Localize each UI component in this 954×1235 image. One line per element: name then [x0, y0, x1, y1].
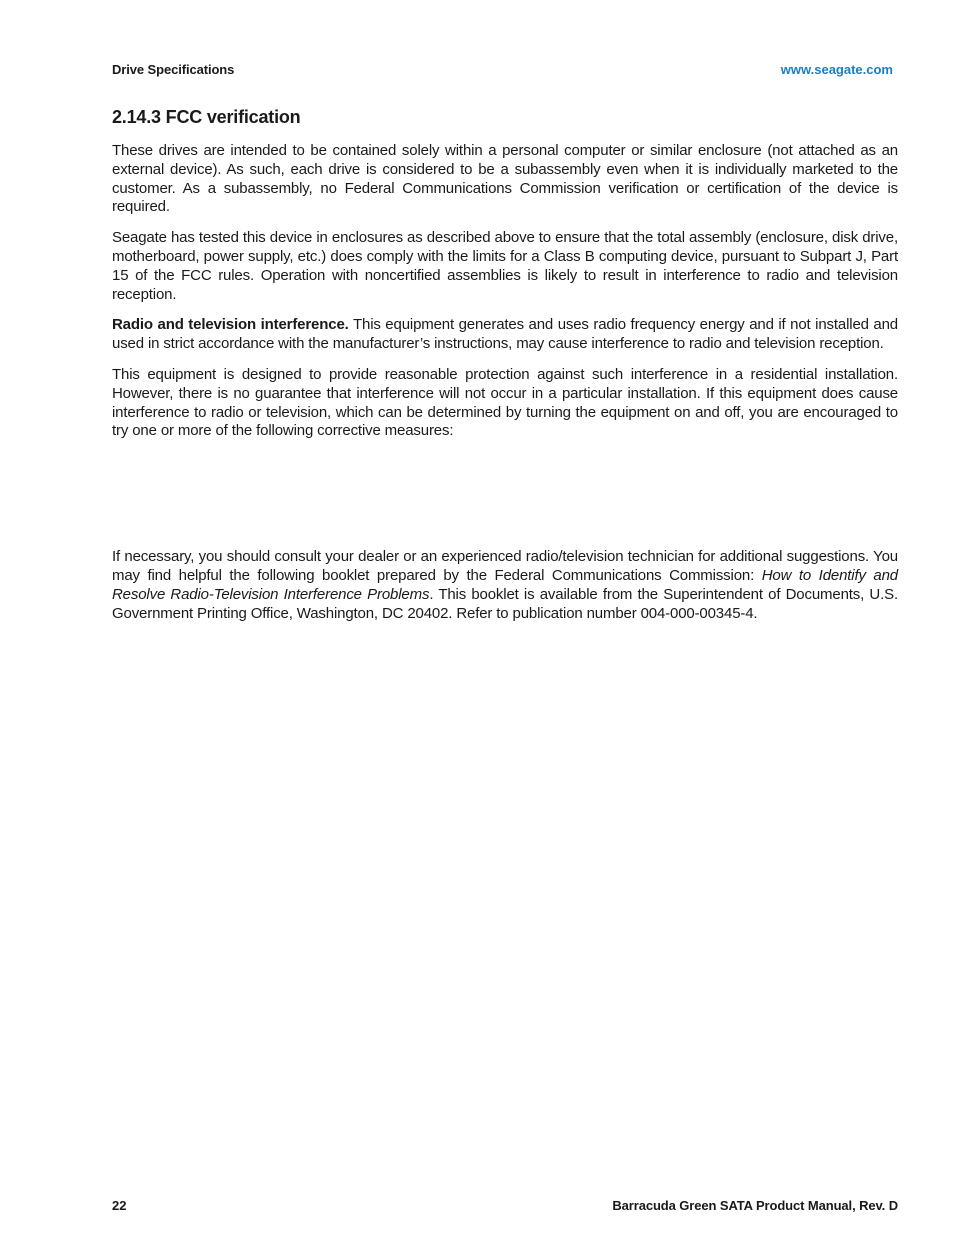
manual-title: Barracuda Green SATA Product Manual, Rev. D [612, 1198, 898, 1213]
booklet-intro: If necessary, you should consult your dealer or an experienced radio/television technician for additional suggestions. You may find helpful the following booklet prepared by the Federal Communications Commission: [112, 548, 898, 584]
booklet-title: How to Identify and Resolve Radio-Television Interference Problems [112, 566, 899, 603]
page-number: 22 [112, 1198, 127, 1213]
interference-lead: Radio and television interference. [112, 316, 349, 334]
paragraph-testing: Seagate has tested this device in enclosures as described above to ensure that the total assembly (enclosure, disk drive, motherboard, power supply, etc.) does comply with the limits for a Class B computing device, pursuant to Subpart J, Part 15 of the FCC rules. Operation with noncertified assemblies is likely to result in interference to radio and television reception. [112, 229, 898, 303]
header-section-label: Drive Specifications [112, 62, 235, 77]
paragraph-booklet [112, 548, 898, 623]
paragraph-interference [112, 316, 898, 354]
interference-body: This equipment generates and uses radio frequency energy and if not installed and used in strict accordance with the manufacturer’s instructions, may cause interference to radio and television reception. [112, 316, 898, 353]
booklet-availability: . This booklet is available from the Superintendent of Documents, U.S. Government Printing Office, Washington, DC 20402. Refer to publication number 004-000-00345-4. [112, 585, 898, 622]
body-content [112, 142, 898, 635]
website-link[interactable]: www.seagate.com [780, 62, 893, 77]
paragraph-subassembly: These drives are intended to be contained solely within a personal computer or similar enclosure (not attached as an external device). As such, each drive is considered to be a subassembly even when it is individually marketed to the customer. As a subassembly, no Federal Communications Commission verification or certification of the device is required. [112, 142, 898, 216]
paragraph-protection: This equipment is designed to provide reasonable protection against such interference in a residential installation. However, there is no guarantee that interference will not occur in a particular installation. If this equipment does cause interference to radio or television, which can be determined by turning the equipment on and off, you are encouraged to try one or more of the following corrective measures: [112, 365, 898, 440]
section-title: 2.14.3 FCC verification [112, 107, 301, 127]
